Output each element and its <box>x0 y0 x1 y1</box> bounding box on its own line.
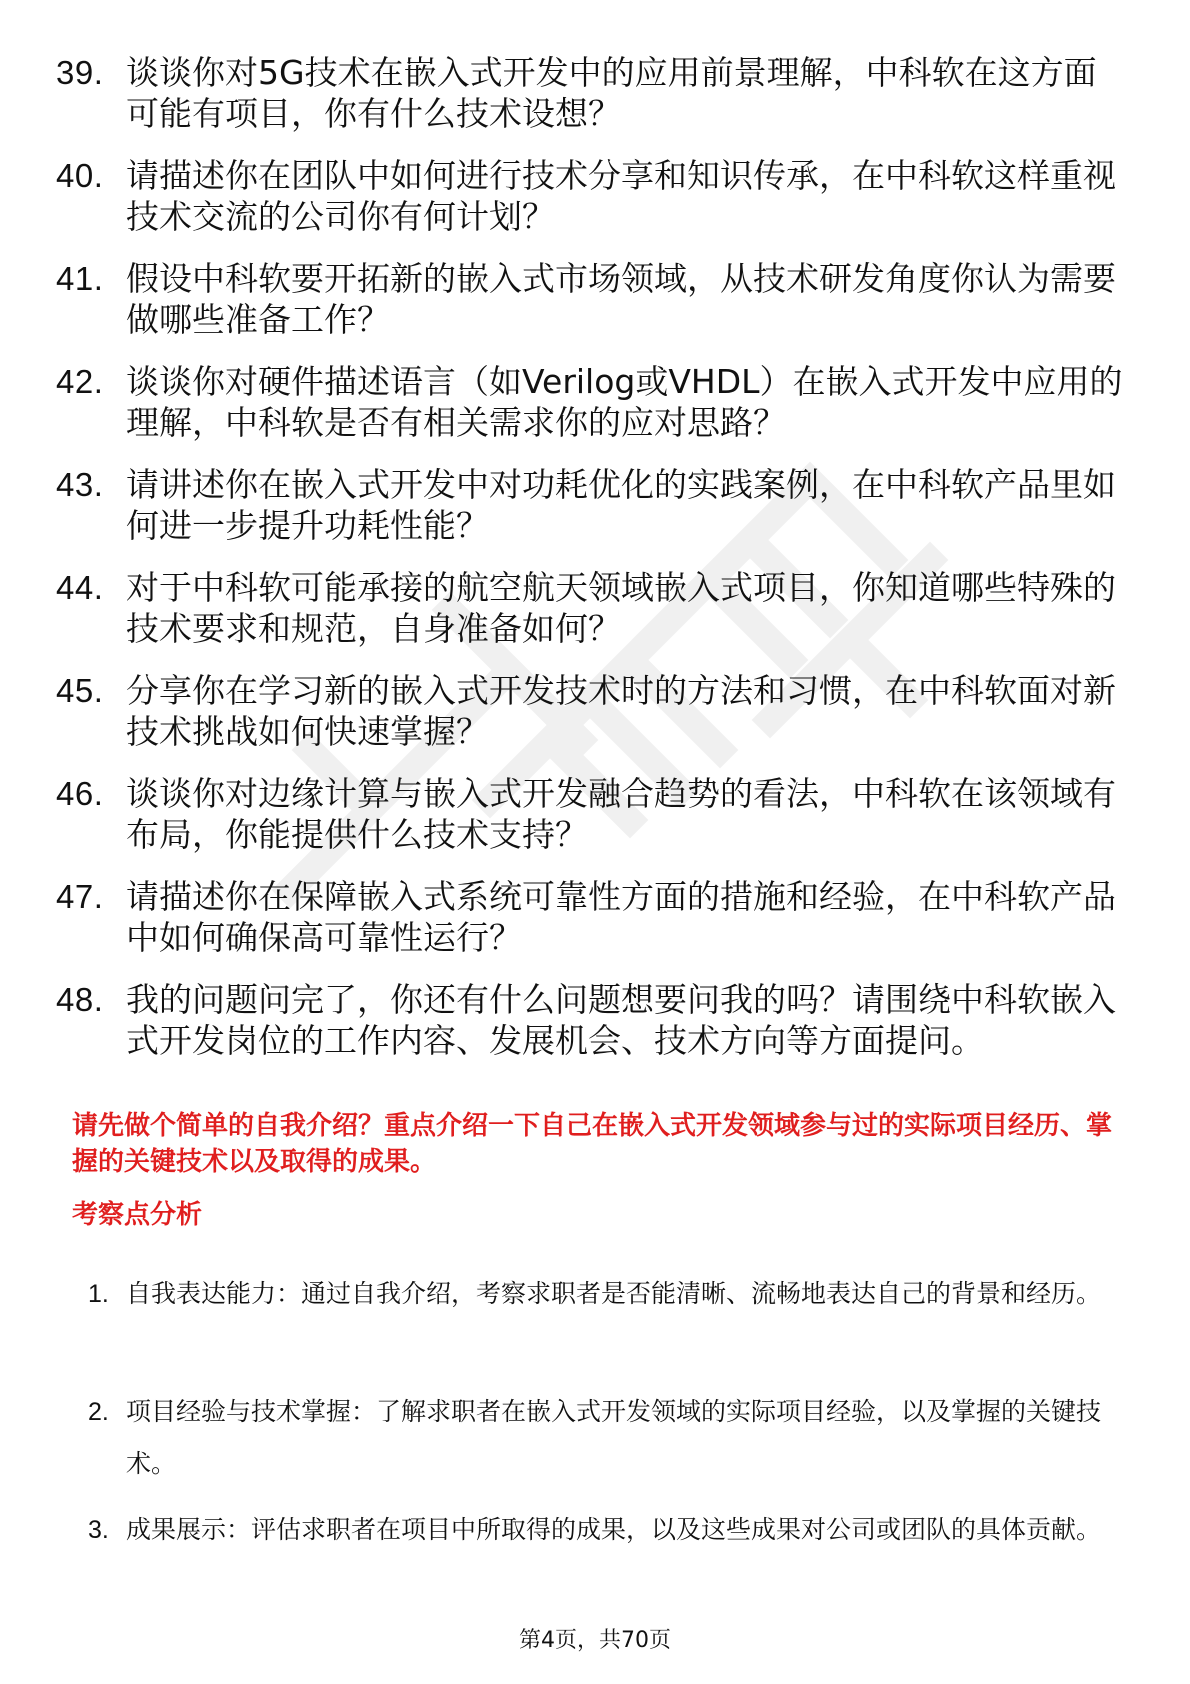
question-text: 我的问题问完了，你还有什么问题想要问我的吗？请围绕中科软嵌入式开发岗位的工作内容、发展机会、技术方向等方面提问。 <box>126 980 1116 1060</box>
highlighted-question: 请先做个简单的自我介绍？重点介绍一下自己在嵌入式开发领域参与过的实际项目经历、掌握的关键技术以及取得的成果。 <box>72 1111 1113 1177</box>
question-text: 对于中科软可能承接的航空航天领域嵌入式项目，你知道哪些特殊的技术要求和规范，自身准备如何？ <box>126 568 1116 648</box>
question-text: 谈谈你对硬件描述语言（如Verilog或VHDL）在嵌入式开发中应用的理解，中科软是否有相关需求你的应对思路？ <box>126 362 1123 442</box>
question-number: 40. <box>56 157 104 194</box>
analysis-number: 2. <box>88 1398 109 1426</box>
question-text: 请描述你在团队中如何进行技术分享和知识传承，在中科软这样重视技术交流的公司你有何计划？ <box>126 156 1116 236</box>
analysis-list <box>88 1268 1128 1622</box>
question-number: 44. <box>56 569 104 606</box>
question-number: 41. <box>56 260 104 297</box>
analysis-text: 项目经验与技术掌握：了解求职者在嵌入式开发领域的实际项目经验，以及掌握的关键技术。 <box>126 1397 1102 1478</box>
question-item <box>56 567 1136 649</box>
question-item <box>56 979 1136 1061</box>
question-number: 43. <box>56 466 104 503</box>
question-item <box>56 773 1136 855</box>
question-text: 分享你在学习新的嵌入式开发技术时的方法和习惯，在中科软面对新技术挑战如何快速掌握？ <box>126 671 1116 751</box>
question-item <box>56 258 1136 340</box>
analysis-number: 3. <box>88 1516 109 1544</box>
question-item <box>56 464 1136 546</box>
question-text: 谈谈你对5G技术在嵌入式开发中的应用前景理解，中科软在这方面可能有项目，你有什么技术设想？ <box>126 53 1097 133</box>
question-text: 假设中科软要开拓新的嵌入式市场领域，从技术研发角度你认为需要做哪些准备工作？ <box>126 259 1116 339</box>
question-item <box>56 361 1136 443</box>
question-list <box>56 52 1136 1082</box>
analysis-text: 自我表达能力：通过自我介绍，考察求职者是否能清晰、流畅地表达自己的背景和经历。 <box>126 1279 1102 1308</box>
analysis-item <box>88 1386 1128 1490</box>
question-number: 45. <box>56 672 104 709</box>
analysis-item <box>88 1268 1128 1372</box>
question-item <box>56 670 1136 752</box>
question-item <box>56 52 1136 134</box>
analysis-number: 1. <box>88 1280 109 1308</box>
question-text: 谈谈你对边缘计算与嵌入式开发融合趋势的看法，中科软在该领域有布局，你能提供什么技术支持？ <box>126 774 1116 854</box>
question-item <box>56 155 1136 237</box>
question-number: 39. <box>56 54 104 91</box>
question-number: 47. <box>56 878 104 915</box>
question-number: 48. <box>56 981 104 1018</box>
question-number: 42. <box>56 363 104 400</box>
analysis-text: 成果展示：评估求职者在项目中所取得的成果，以及这些成果对公司或团队的具体贡献。 <box>126 1515 1102 1544</box>
page-footer: 第4页，共70页 <box>519 1628 671 1653</box>
question-text: 请讲述你在嵌入式开发中对功耗优化的实践案例，在中科软产品里如何进一步提升功耗性能？ <box>126 465 1116 545</box>
question-text: 请描述你在保障嵌入式系统可靠性方面的措施和经验，在中科软产品中如何确保高可靠性运行？ <box>126 877 1116 957</box>
analysis-item <box>88 1504 1128 1608</box>
question-item <box>56 876 1136 958</box>
section-title: 考察点分析 <box>72 1200 203 1230</box>
question-number: 46. <box>56 775 104 812</box>
